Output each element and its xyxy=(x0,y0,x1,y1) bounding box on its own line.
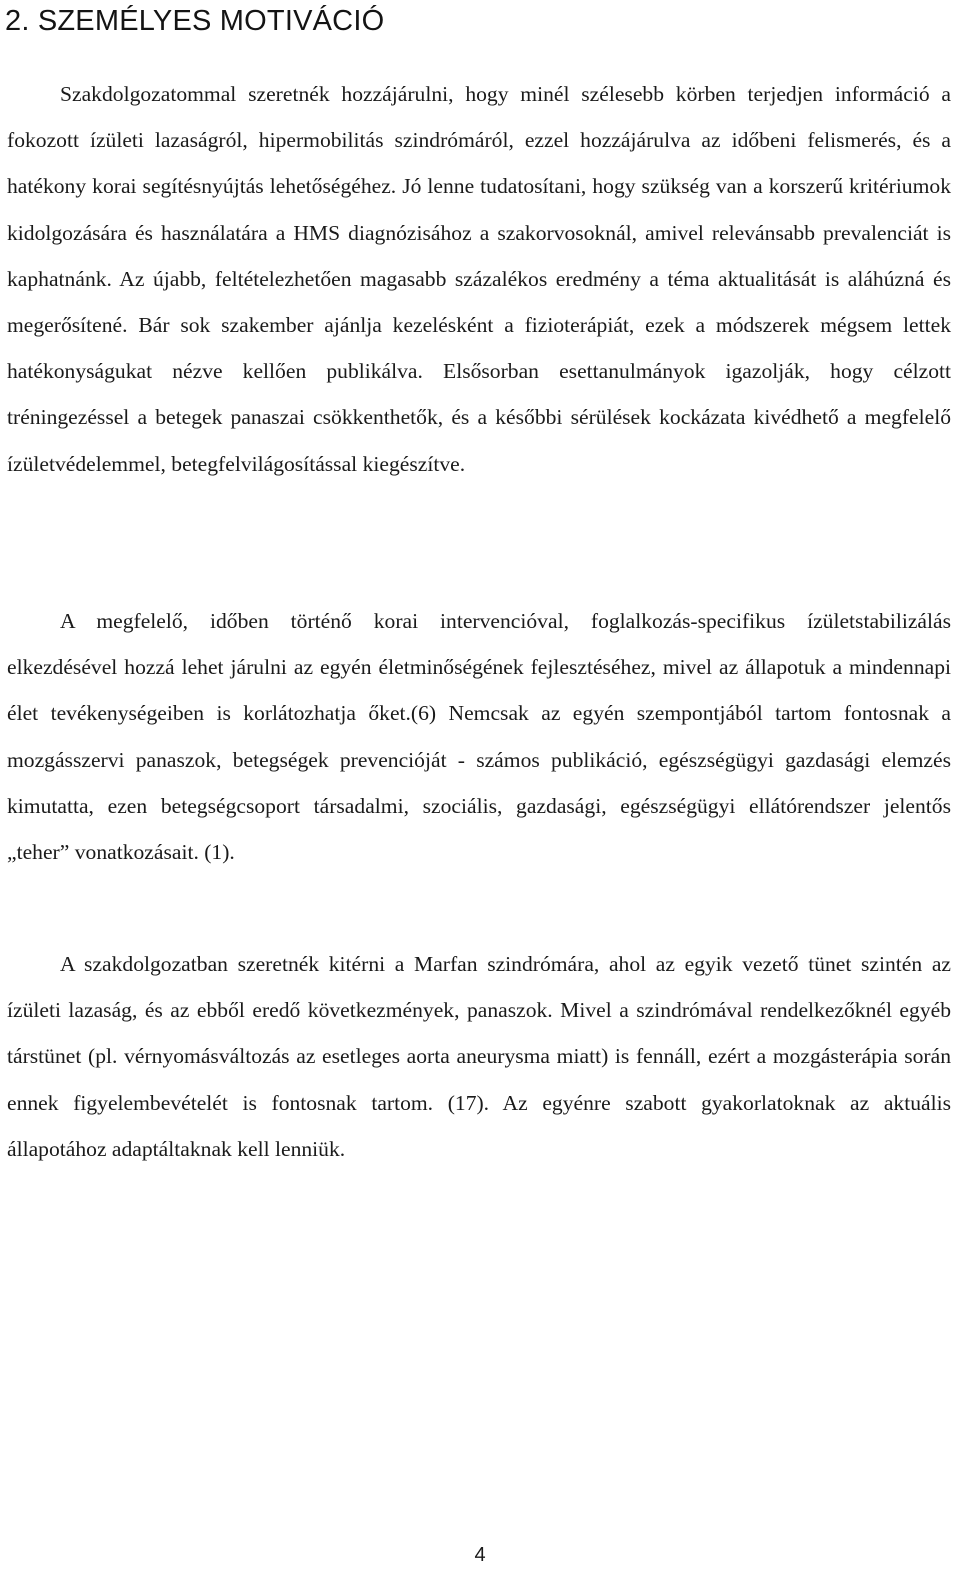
paragraph-motivation-3: A szakdolgozatban szeretnék kitérni a Marfan szindrómára, ahol az egyik vezető tünet szintén az ízületi lazaság, és az ebből eredő következmények, panaszok. Mivel a szindrómával rendelkezőknél egyéb társtünet (pl. vérnyomásváltozás az esetleges aorta aneurysma miatt) is fennáll, ezért a mozgásterápia során ennek figyelembevételét is fontosnak tartom. (17). Az egyénre szabott gyakorlatoknak az aktuális állapotához adaptáltaknak kell lenniük. xyxy=(7,952,951,1161)
page-number: 4 xyxy=(474,1544,486,1566)
paragraph-motivation-1: Szakdolgozatommal szeretnék hozzájárulni, hogy minél szélesebb körben terjedjen információ a fokozott ízületi lazaságról, hipermobilitás szindrómáról, ezzel hozzájárulva az időbeni felismerés, és a hatékony korai segítésnyújtás lehetőségéhez. Jó lenne tudatosítani, hogy szükség van a korszerű kritériumok kidolgozására és használatára a HMS diagnózisához a szakorvosoknál, amivel relevánsabb prevalenciát is kaphatnánk. Az újabb, feltételezhetően magasabb százalékos eredmény a téma aktualitását is aláhúzná és megerősítené. Bár sok szakember ajánlja kezelésként a fizioterápiát, ezek a módszerek mégsem lettek hatékonyságukat nézve kellően publikálva. Elsősorban esettanulmányok igazolják, hogy célzott tréningezéssel a betegek panaszai csökkenthetők, és a későbbi sérülések kockázata kivédhető a megfelelő ízületvédelemmel, betegfelvilágosítással kiegészítve. xyxy=(7,82,951,476)
section-heading: 2. SZEMÉLYES MOTIVÁCIÓ xyxy=(5,5,385,37)
paragraph-motivation-2: A megfelelő, időben történő korai intervencióval, foglalkozás-specifikus ízületstabilizálás elkezdésével hozzá lehet járulni az egyén életminőségének fejlesztéséhez, mivel az állapotuk a mindennapi élet tevékenységeiben is korlátozhatja őket.(6) Nemcsak az egyén szempontjából tartom fontosnak a mozgásszervi panaszok, betegségek prevencióját - számos publikáció, egészségügyi gazdasági elemzés kimutatta, ezen betegségcsoport társadalmi, szociális, gazdasági, egészségügyi ellátórendszer jelentős „teher” vonatkozásait. (1). xyxy=(7,609,951,865)
